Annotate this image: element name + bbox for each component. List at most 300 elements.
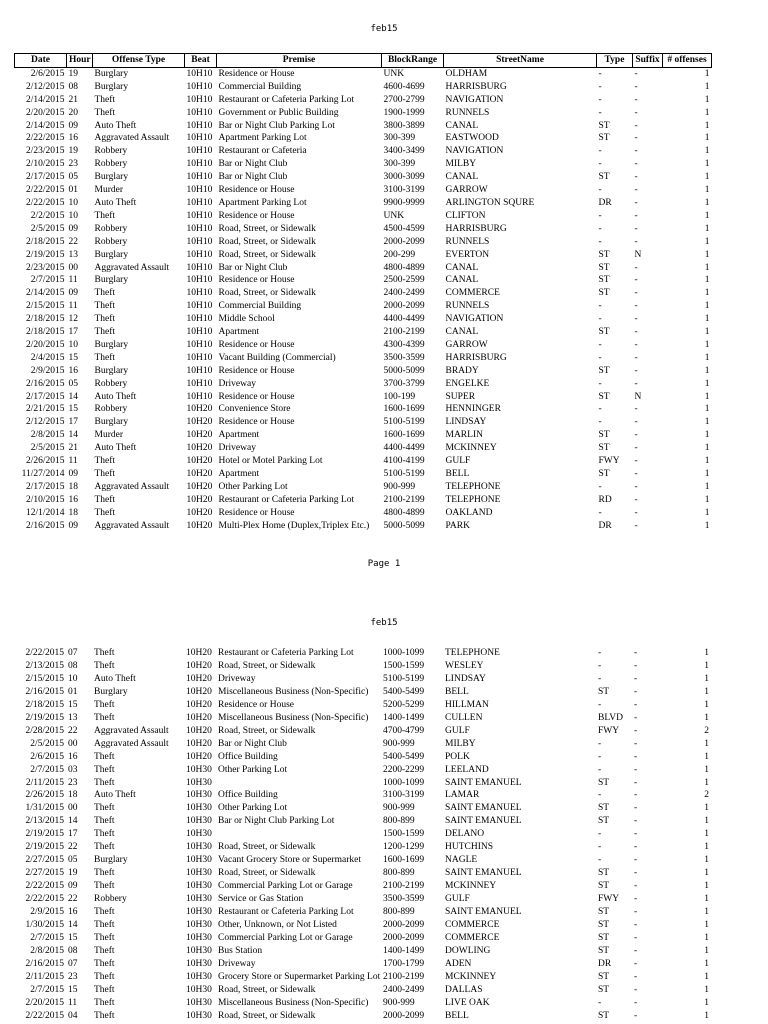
suffix-cell: - [634, 686, 638, 697]
offense-type-cell: Burglary [94, 855, 128, 866]
street-name-cell: SAINT EMANUEL [445, 868, 522, 879]
premise-cell: Residence or House [218, 507, 295, 518]
premise-cell: Residence or House [218, 339, 295, 350]
block-range-cell: 2100-2199 [383, 494, 425, 505]
date-cell: 2/22/2015 [25, 881, 64, 892]
type-cell: - [598, 660, 602, 671]
offense-type-cell: Theft [94, 764, 115, 775]
hour-cell: 15 [68, 984, 78, 995]
offenses-count-cell: 1 [704, 314, 710, 325]
block-range-cell: 3100-3199 [383, 790, 425, 801]
type-cell: ST [598, 907, 610, 918]
offense-type-cell: Aggravated Assault [94, 133, 170, 144]
premise-cell: Restaurant or Cafeteria Parking Lot [218, 648, 354, 658]
offense-type-cell: Theft [94, 958, 115, 969]
beat-cell: 10H30 [186, 790, 212, 801]
beat-cell: 10H10 [186, 107, 213, 118]
hour-cell: 22 [68, 725, 78, 736]
type-cell: ST [598, 816, 610, 827]
type-cell: ST [598, 469, 610, 479]
offenses-count-cell: 1 [704, 894, 709, 905]
type-cell: - [598, 159, 602, 170]
hour-cell: 14 [68, 430, 78, 441]
premise-cell: Residence or House [218, 68, 295, 79]
offenses-count-cell: 1 [704, 520, 710, 531]
premise-cell: Other Parking Lot [218, 764, 288, 775]
offenses-count-cell: 1 [704, 352, 710, 363]
street-name-cell: MARLIN [445, 430, 483, 441]
column-header: Suffix [633, 54, 663, 68]
hour-cell: 23 [68, 777, 78, 788]
block-range-cell: 5100-5199 [383, 469, 425, 479]
offense-type-cell: Theft [94, 932, 115, 943]
offense-type-cell: Theft [94, 327, 116, 338]
table-row [14, 725, 711, 738]
offense-type-cell: Robbery [94, 223, 128, 234]
premise-cell: Apartment [218, 430, 260, 441]
block-range-cell: 1500-1599 [383, 660, 425, 671]
date-cell: 2/14/2015 [25, 94, 65, 105]
type-cell: DR [598, 197, 612, 208]
premise-cell: Driveway [218, 443, 256, 454]
date-cell: 2/11/2015 [25, 777, 64, 788]
block-range-cell: 1200-1299 [383, 842, 425, 853]
block-range-cell: 1400-1499 [383, 712, 425, 723]
street-name-cell: CANAL [445, 275, 479, 286]
offenses-count-cell: 1 [704, 146, 710, 157]
premise-cell: Miscellaneous Business (Non-Specific) [218, 997, 369, 1008]
suffix-cell: - [634, 803, 638, 814]
street-name-cell: MCKINNEY [445, 443, 497, 454]
suffix-cell: - [634, 881, 638, 892]
premise-cell: Apartment [218, 469, 260, 479]
type-cell: ST [598, 984, 610, 995]
premise-cell [216, 777, 381, 790]
beat-cell: 10H20 [186, 751, 212, 762]
beat-cell: 10H30 [186, 1010, 212, 1021]
premise-cell: Other Parking Lot [218, 481, 288, 492]
offense-type-cell: Robbery [94, 894, 127, 905]
type-cell: - [598, 997, 602, 1008]
offenses-count-cell: 1 [704, 159, 710, 170]
street-name-cell: GARROW [445, 185, 488, 196]
hour-cell: 09 [68, 881, 78, 892]
offenses-count-cell: 1 [704, 971, 709, 982]
date-cell: 2/12/2015 [25, 81, 65, 92]
type-cell: - [598, 481, 602, 492]
beat-cell: 10H30 [186, 907, 212, 918]
street-name-cell: CANAL [445, 172, 479, 183]
offense-table [14, 53, 712, 533]
suffix-cell: - [634, 378, 638, 389]
suffix-cell: - [634, 172, 638, 183]
premise-cell: Residence or House [218, 210, 295, 221]
hour-cell: 04 [68, 1010, 78, 1021]
table-row [14, 738, 711, 751]
street-name-cell: HENNINGER [445, 404, 501, 415]
table-row [14, 802, 711, 815]
table-row [14, 997, 711, 1010]
offenses-count-cell: 1 [704, 172, 710, 183]
block-range-cell: 2100-2199 [383, 971, 425, 982]
offense-type-cell: Theft [94, 507, 116, 518]
offenses-count-cell: 1 [704, 932, 709, 943]
suffix-cell: - [634, 159, 638, 170]
hour-cell: 08 [68, 660, 78, 671]
street-name-cell: NAVIGATION [445, 146, 504, 157]
type-cell: - [598, 417, 602, 428]
table-row [15, 145, 712, 158]
beat-cell: 10H10 [186, 120, 213, 131]
offense-type-cell: Burglary [94, 365, 129, 376]
premise-cell: Road, Street, or Sidewalk [218, 660, 316, 671]
suffix-cell: - [634, 829, 638, 840]
block-range-cell: 3700-3799 [383, 378, 425, 389]
table-header-row [15, 54, 712, 68]
date-cell: 2/4/2015 [30, 352, 65, 363]
street-name-cell: TELEPHONE [445, 494, 501, 505]
offense-type-cell: Murder [94, 185, 123, 196]
block-range-cell: 800-899 [383, 868, 415, 879]
block-range-cell: 5400-5499 [383, 686, 425, 697]
beat-cell: 10H20 [186, 469, 213, 479]
type-cell: ST [598, 868, 610, 879]
hour-cell: 13 [68, 249, 78, 260]
offense-type-cell: Theft [94, 301, 116, 312]
table-row [14, 854, 711, 867]
type-cell: - [598, 855, 602, 866]
block-range-cell: 1900-1999 [383, 107, 425, 118]
suffix-cell: - [634, 275, 638, 286]
beat-cell: 10H30 [186, 868, 212, 879]
beat-cell: 10H10 [186, 365, 213, 376]
offenses-count-cell: 1 [704, 223, 710, 234]
column-header: Date [15, 54, 67, 68]
type-cell: - [598, 94, 602, 105]
block-range-cell: 4300-4399 [383, 339, 425, 350]
offense-type-cell: Burglary [94, 417, 129, 428]
street-name-cell: GULF [445, 725, 470, 736]
offenses-count-cell: 1 [704, 275, 710, 286]
premise-cell: Residence or House [218, 365, 295, 376]
street-name-cell: CANAL [445, 262, 479, 273]
beat-cell: 10H10 [186, 236, 213, 247]
beat-cell: 10H20 [186, 520, 213, 531]
table-row [14, 932, 711, 945]
offenses-count-cell: 1 [704, 365, 710, 376]
date-cell: 2/22/2015 [25, 894, 64, 905]
street-name-cell: LINDSAY [445, 417, 487, 428]
hour-cell: 16 [68, 133, 78, 144]
offenses-count-cell: 1 [704, 907, 709, 918]
table-row [15, 507, 712, 520]
hour-cell: 14 [68, 391, 78, 402]
offense-type-cell: Auto Theft [94, 790, 136, 801]
beat-cell: 10H10 [186, 68, 213, 79]
type-cell: ST [598, 932, 610, 943]
offenses-count-cell: 1 [704, 185, 710, 196]
offenses-count-cell: 1 [704, 210, 710, 221]
street-name-cell: CULLEN [445, 712, 483, 723]
block-range-cell: 1000-1099 [383, 777, 425, 788]
hour-cell: 07 [68, 958, 78, 969]
beat-cell: 10H20 [186, 660, 212, 671]
premise-cell: Road, Street, or Sidewalk [218, 249, 316, 260]
suffix-cell: N [634, 391, 642, 402]
street-name-cell: OAKLAND [445, 507, 493, 518]
beat-cell: 10H30 [186, 984, 212, 995]
block-range-cell: 900-999 [383, 481, 416, 492]
beat-cell: 10H30 [186, 971, 212, 982]
beat-cell: 10H10 [186, 210, 213, 221]
type-cell: ST [598, 327, 610, 338]
block-range-cell: 1600-1699 [383, 855, 425, 866]
block-range-cell: UNK [383, 210, 405, 221]
beat-cell: 10H20 [186, 738, 212, 749]
block-range-cell: 2000-2099 [383, 932, 425, 943]
offenses-count-cell: 1 [704, 777, 709, 788]
date-cell: 2/17/2015 [25, 391, 65, 402]
beat-cell: 10H10 [186, 159, 213, 170]
block-range-cell: 900-999 [383, 997, 415, 1008]
street-name-cell: DOWLING [445, 945, 491, 956]
offenses-count-cell: 1 [704, 686, 709, 697]
table-row [15, 403, 712, 416]
suffix-cell: - [634, 365, 638, 376]
offense-type-cell: Burglary [94, 172, 129, 183]
type-cell: - [598, 790, 602, 801]
type-cell: ST [598, 881, 610, 892]
hour-cell: 09 [68, 288, 78, 299]
hour-cell: 15 [68, 352, 78, 363]
beat-cell: 10H20 [186, 686, 212, 697]
type-cell: FWY [598, 725, 620, 736]
street-name-cell: SUPER [445, 391, 476, 402]
suffix-cell: - [634, 660, 638, 671]
suffix-cell: - [634, 404, 638, 415]
date-cell: 2/16/2015 [25, 958, 64, 969]
table-row [15, 494, 712, 507]
type-cell: - [598, 404, 602, 415]
premise-cell: Residence or House [218, 391, 295, 402]
date-cell: 2/18/2015 [25, 327, 65, 338]
type-cell: - [598, 107, 602, 118]
premise-cell: Bar or Night Club Parking Lot [218, 816, 335, 827]
street-name-cell: LEELAND [445, 764, 489, 775]
offenses-count-cell: 1 [704, 81, 710, 92]
suffix-cell: - [634, 301, 638, 312]
block-range-cell: 3400-3499 [383, 146, 425, 157]
offenses-count-cell: 1 [704, 881, 709, 892]
suffix-cell: - [634, 777, 638, 788]
premise-cell: Residence or House [218, 417, 295, 428]
beat-cell: 10H10 [186, 352, 213, 363]
beat-cell: 10H30 [186, 945, 212, 956]
offense-type-cell: Theft [94, 314, 116, 325]
table-row [15, 107, 712, 120]
offenses-count-cell: 1 [704, 868, 709, 879]
type-cell: ST [598, 249, 610, 260]
offenses-count-cell: 1 [704, 68, 710, 79]
suffix-cell: - [634, 764, 638, 775]
hour-cell: 10 [68, 197, 78, 208]
block-range-cell: 300-399 [383, 133, 416, 144]
table-row [15, 352, 712, 365]
offenses-count-cell: 1 [704, 920, 709, 931]
suffix-cell: - [634, 327, 638, 338]
date-cell: 2/5/2015 [30, 223, 65, 234]
date-cell: 2/16/2015 [25, 686, 64, 697]
street-name-cell: DALLAS [445, 984, 483, 995]
table-row [15, 223, 712, 236]
hour-cell: 12 [68, 314, 78, 325]
hour-cell: 07 [68, 648, 78, 658]
offense-type-cell: Theft [94, 660, 115, 671]
block-range-cell: 1700-1799 [383, 958, 425, 969]
premise-cell: Vacant Building (Commercial) [218, 352, 336, 363]
premise-cell: Bar or Night Club Parking Lot [218, 120, 335, 131]
beat-cell: 10H30 [186, 881, 212, 892]
block-range-cell: 200-299 [383, 249, 416, 260]
offense-type-cell: Theft [94, 842, 115, 853]
block-range-cell: 2000-2099 [383, 301, 425, 312]
table-row [14, 789, 711, 802]
block-range-cell: 800-899 [383, 907, 415, 918]
hour-cell: 21 [68, 94, 78, 105]
date-cell: 2/18/2015 [25, 699, 64, 710]
block-range-cell: 4400-4499 [383, 443, 425, 454]
hour-cell: 05 [68, 855, 78, 866]
suffix-cell: - [634, 185, 638, 196]
street-name-cell: MILBY [445, 159, 477, 170]
suffix-cell: - [634, 997, 638, 1008]
block-range-cell: 9900-9999 [383, 197, 425, 208]
suffix-cell: - [634, 456, 638, 467]
hour-cell: 00 [68, 738, 78, 749]
block-range-cell: 1600-1699 [383, 430, 425, 441]
table-row [15, 365, 712, 378]
beat-cell: 10H30 [186, 764, 212, 775]
offenses-count-cell: 1 [704, 301, 710, 312]
offense-type-cell: Burglary [94, 68, 129, 79]
hour-cell: 18 [68, 507, 78, 518]
street-name-cell: RUNNELS [445, 107, 490, 118]
column-header: Offense Type [93, 54, 185, 68]
table-row [14, 712, 711, 725]
offenses-count-cell: 1 [704, 404, 710, 415]
premise-cell: Miscellaneous Business (Non-Specific) [218, 686, 369, 697]
date-cell: 2/26/2015 [25, 456, 65, 467]
offenses-count-cell: 1 [704, 120, 710, 131]
type-cell: - [598, 352, 602, 363]
hour-cell: 00 [68, 262, 78, 273]
hour-cell: 19 [68, 868, 78, 879]
offenses-count-cell: 1 [704, 236, 710, 247]
block-range-cell: 2100-2199 [383, 327, 425, 338]
hour-cell: 18 [68, 790, 78, 801]
offenses-count-cell: 1 [704, 494, 710, 505]
type-cell: ST [598, 365, 610, 376]
table-row [15, 132, 712, 145]
table-row [15, 468, 712, 481]
date-cell: 2/20/2015 [25, 107, 65, 118]
offenses-count-cell: 1 [704, 984, 709, 995]
date-cell: 2/5/2015 [30, 738, 64, 749]
offense-type-cell: Aggravated Assault [94, 520, 170, 531]
offense-type-cell: Theft [94, 469, 116, 479]
premise-cell: Road, Street, or Sidewalk [218, 984, 316, 995]
date-cell: 2/8/2015 [30, 945, 64, 956]
block-range-cell: 800-899 [383, 816, 415, 827]
premise-cell: Government or Public Building [218, 107, 339, 118]
type-cell: FWY [598, 894, 620, 905]
date-cell: 2/13/2015 [25, 660, 64, 671]
hour-cell: 03 [68, 764, 78, 775]
offenses-count-cell: 1 [704, 764, 709, 775]
beat-cell: 10H30 [186, 894, 212, 905]
suffix-cell: - [634, 958, 638, 969]
hour-cell: 15 [68, 932, 78, 943]
suffix-cell: - [634, 907, 638, 918]
suffix-cell: - [634, 842, 638, 853]
hour-cell: 21 [68, 443, 78, 454]
beat-cell: 10H10 [186, 185, 213, 196]
hour-cell: 17 [68, 829, 78, 840]
premise-cell: Bar or Night Club [218, 172, 288, 183]
offense-type-cell: Theft [94, 920, 115, 931]
type-cell: ST [598, 275, 610, 286]
street-name-cell: TELEPHONE [445, 481, 501, 492]
offenses-count-cell: 1 [704, 997, 709, 1008]
beat-cell: 10H20 [186, 443, 213, 454]
table-row [15, 158, 712, 171]
street-name-cell: LIVE OAK [445, 997, 490, 1008]
suffix-cell: - [634, 1010, 638, 1021]
hour-cell: 17 [68, 417, 78, 428]
type-cell: - [598, 673, 602, 684]
block-range-cell: 4800-4899 [383, 507, 425, 518]
hour-cell: 14 [68, 816, 78, 827]
street-name-cell: LAMAR [445, 790, 480, 801]
suffix-cell: - [634, 945, 638, 956]
block-range-cell: 4600-4699 [383, 81, 425, 92]
date-cell: 2/23/2015 [25, 146, 65, 157]
date-cell: 2/13/2015 [25, 816, 64, 827]
offenses-count-cell: 1 [704, 699, 709, 710]
beat-cell: 10H10 [186, 339, 213, 350]
premise-cell: Middle School [218, 314, 275, 325]
premise-cell: Driveway [218, 378, 256, 389]
type-cell: ST [598, 971, 610, 982]
type-cell: ST [598, 262, 610, 273]
type-cell: BLVD [598, 712, 623, 723]
offense-type-cell: Robbery [94, 146, 128, 157]
hour-cell: 10 [68, 210, 78, 221]
date-cell: 2/20/2015 [25, 339, 65, 350]
page-title: feb15 [370, 24, 398, 34]
date-cell: 2/19/2015 [25, 712, 64, 723]
premise-cell: Bus Station [218, 945, 263, 956]
offenses-count-cell: 1 [704, 842, 709, 853]
premise-cell: Road, Street, or Sidewalk [218, 223, 316, 234]
date-cell: 2/8/2015 [30, 430, 65, 441]
premise-cell: Office Building [218, 790, 278, 801]
offenses-count-cell: 1 [704, 958, 709, 969]
date-cell: 2/10/2015 [25, 494, 65, 505]
type-cell: - [598, 185, 602, 196]
type-cell: - [598, 301, 602, 312]
block-range-cell: 5000-5099 [383, 365, 425, 376]
